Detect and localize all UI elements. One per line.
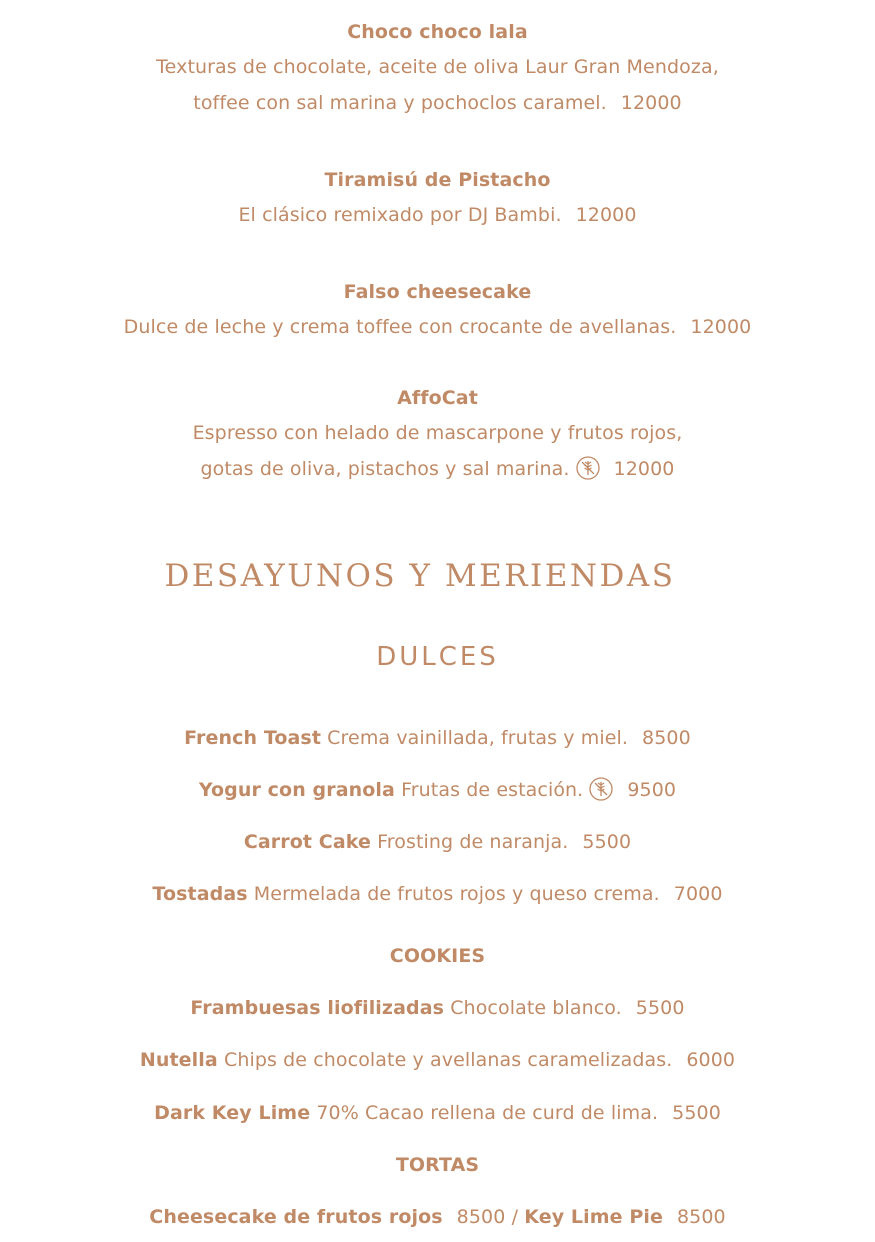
item-name: Nutella	[139, 1049, 218, 1071]
menu-item	[0, 777, 875, 803]
item-name: Key Lime Pie	[524, 1206, 663, 1228]
item-description: Frutas de estación.	[401, 779, 584, 801]
menu-item	[0, 1204, 875, 1230]
item-description-line: toffee con sal marina y pochoclos caramel. 12000	[193, 92, 682, 114]
item-description: Mermelada de frutos rojos y queso crema.	[253, 883, 660, 905]
item-description-line: gotas de oliva, pistachos y sal marina. 12000	[200, 458, 675, 480]
item-name: French Toast	[184, 727, 322, 749]
item-name: Falso cheesecake	[343, 281, 532, 303]
item-name: Yogur con granola	[198, 779, 395, 801]
item-price: 12000	[690, 316, 752, 338]
item-description: Chips de chocolate y avellanas caramelizadas.	[223, 1049, 673, 1071]
item-price: 12000	[575, 204, 637, 226]
item-name: Dark Key Lime	[154, 1102, 311, 1124]
item-name: Cheesecake de frutos rojos	[149, 1206, 443, 1228]
item-name: Frambuesas liofilizadas	[190, 997, 445, 1019]
item-description: Crema vainillada, frutas y miel.	[327, 727, 629, 749]
item-description: Chocolate blanco.	[450, 997, 622, 1019]
item-price: 7000	[673, 883, 723, 905]
menu-item	[0, 995, 875, 1021]
gluten-free-icon	[589, 777, 613, 801]
item-price: 5500	[635, 997, 685, 1019]
item-price: 9500	[627, 779, 677, 801]
item-price: 6000	[686, 1049, 736, 1071]
subsection-title: COOKIES	[389, 945, 486, 967]
item-name: Carrot Cake	[243, 831, 371, 853]
item-description: Frosting de naranja.	[377, 831, 569, 853]
item-price: 12000	[613, 458, 675, 480]
menu-item	[0, 1100, 875, 1126]
section-title: DESAYUNOS Y MERIENDAS	[164, 558, 676, 594]
subsection-title: DULCES	[376, 642, 499, 672]
menu-item	[0, 1047, 875, 1073]
item-name: Choco choco lala	[347, 21, 528, 43]
item-description: Espresso con helado de mascarpone y frutos rojos,	[192, 422, 683, 444]
item-price: 12000	[620, 92, 682, 114]
gluten-free-icon	[576, 456, 600, 480]
subsection-title: TORTAS	[395, 1154, 480, 1176]
item-name: Tiramisú de Pistacho	[324, 169, 551, 191]
item-description-line: El clásico remixado por DJ Bambi. 12000	[238, 204, 637, 226]
item-description: Texturas de chocolate, aceite de oliva Laur Gran Mendoza,	[156, 56, 719, 78]
item-description: 70% Cacao rellena de curd de lima.	[316, 1102, 659, 1124]
item-price: 5500	[582, 831, 632, 853]
menu-item	[0, 725, 875, 751]
separator: /	[511, 1206, 519, 1228]
item-name: Tostadas	[152, 883, 248, 905]
item-price: 5500	[672, 1102, 721, 1124]
menu-item	[0, 829, 875, 855]
item-price: 8500	[676, 1206, 726, 1228]
item-name: AffoCat	[397, 387, 478, 409]
menu-item	[0, 881, 875, 907]
item-price: 8500	[456, 1206, 506, 1228]
item-description-line: Dulce de leche y crema toffee con crocante de avellanas. 12000	[123, 316, 752, 338]
item-price: 8500	[642, 727, 691, 749]
